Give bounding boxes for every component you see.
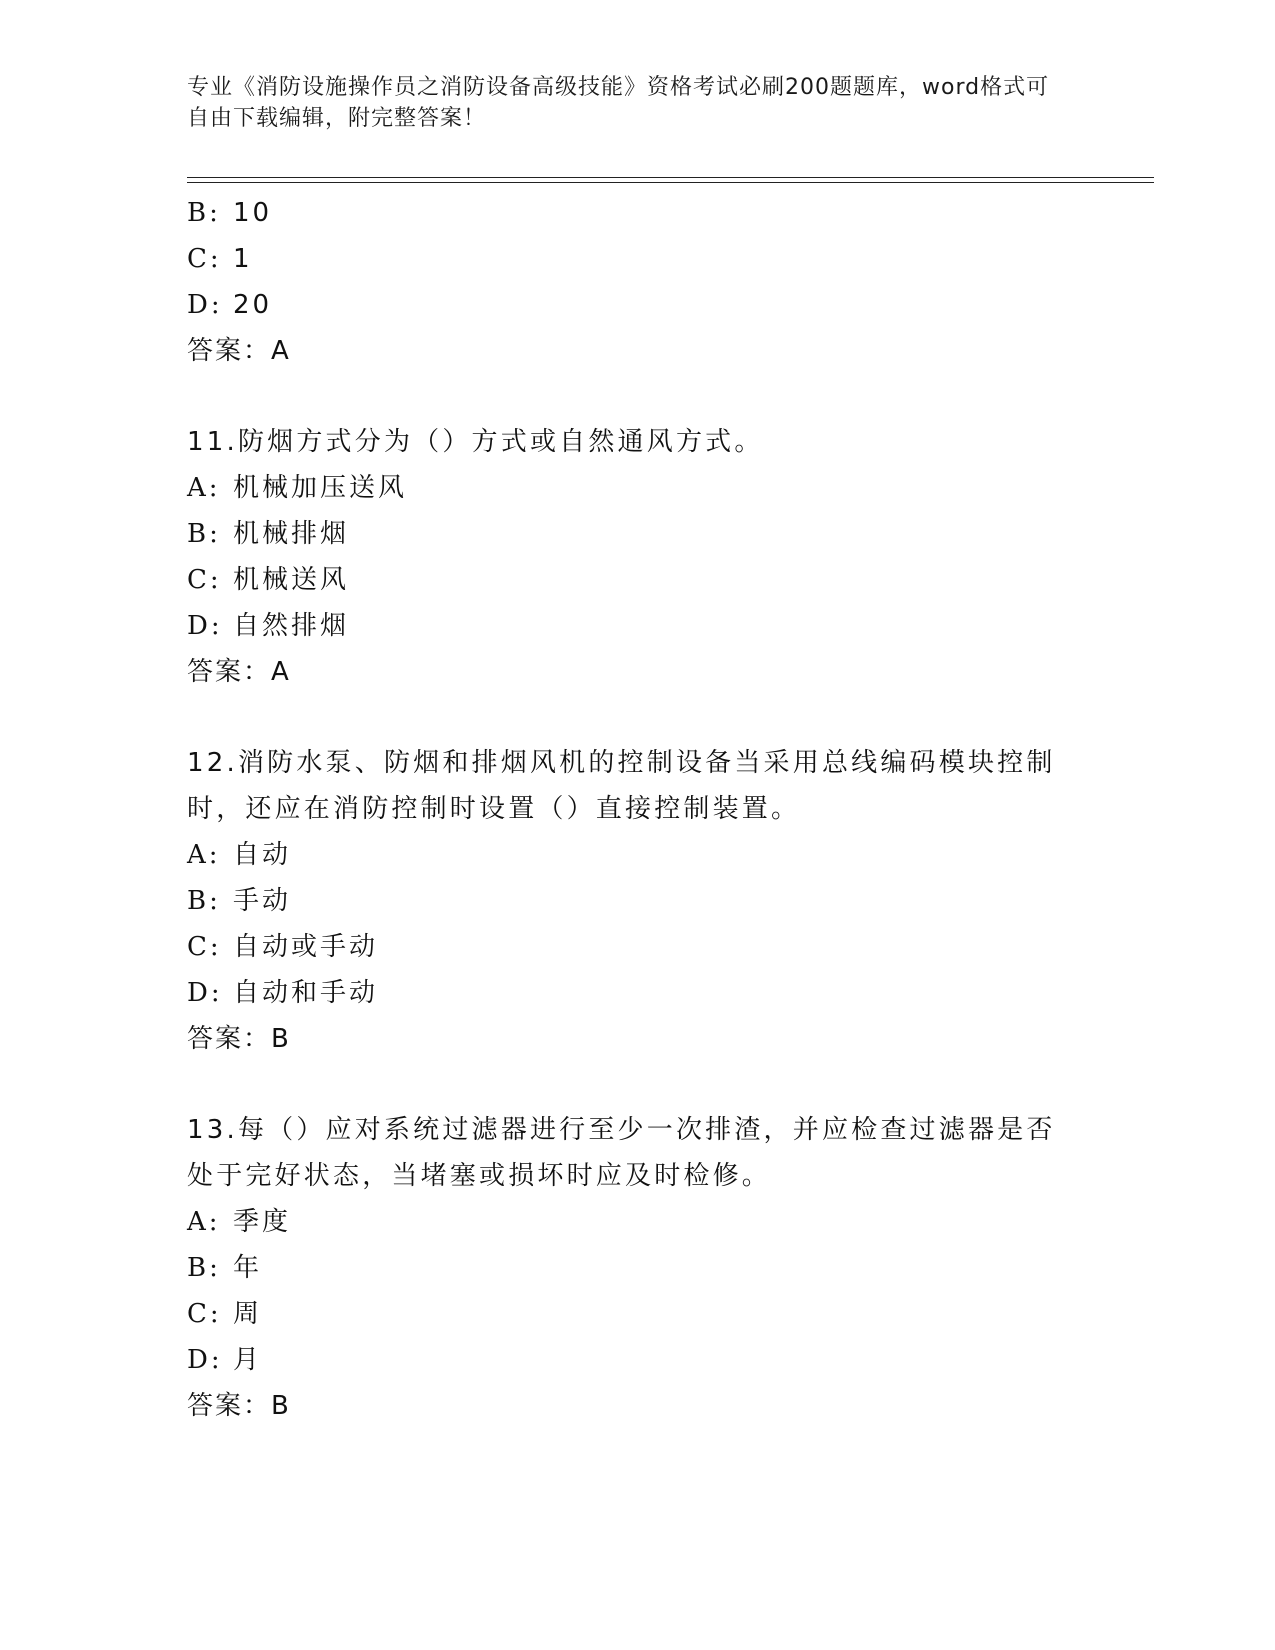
question-10 bbox=[187, 190, 1087, 374]
option-d: D: 自然排烟 bbox=[187, 611, 350, 641]
question-text: 12.消防水泵、防烟和排烟风机的控制设备当采用总线编码模块控制时，还应在消防控制时设置（）直接控制装置。 bbox=[187, 748, 1056, 824]
option-b: B: 机械排烟 bbox=[187, 519, 350, 549]
question-11 bbox=[187, 419, 1087, 695]
option-a: A: 机械加压送风 bbox=[187, 473, 408, 503]
question-12 bbox=[187, 740, 1087, 1062]
answer: 答案：B bbox=[187, 1391, 291, 1421]
option-c: C: 自动或手动 bbox=[187, 932, 379, 962]
header-divider bbox=[187, 177, 1154, 183]
option-b: B: 手动 bbox=[187, 886, 292, 916]
option-d: D: 自动和手动 bbox=[187, 978, 379, 1008]
option-a: A: 自动 bbox=[187, 840, 292, 870]
option-d: D: 20 bbox=[187, 290, 273, 320]
answer: 答案：B bbox=[187, 1024, 291, 1054]
option-c: C: 1 bbox=[187, 244, 253, 274]
question-text: 13.每（）应对系统过滤器进行至少一次排渣，并应检查过滤器是否处于完好状态，当堵塞或损坏时应及时检修。 bbox=[187, 1115, 1056, 1191]
option-c: C: 机械送风 bbox=[187, 565, 350, 595]
question-13 bbox=[187, 1107, 1087, 1429]
answer: 答案：A bbox=[187, 657, 291, 687]
question-text: 11.防烟方式分为（）方式或自然通风方式。 bbox=[187, 427, 764, 457]
option-b: B: 年 bbox=[187, 1253, 263, 1283]
document-header: 专业《消防设施操作员之消防设备高级技能》资格考试必刷200题题库，word格式可自由下载编辑，附完整答案！ bbox=[187, 75, 1050, 131]
answer: 答案：A bbox=[187, 336, 291, 366]
option-b: B: 10 bbox=[187, 198, 273, 228]
question-list bbox=[187, 190, 1087, 1429]
option-a: A: 季度 bbox=[187, 1207, 292, 1237]
option-c: C: 周 bbox=[187, 1299, 263, 1329]
option-d: D: 月 bbox=[187, 1345, 263, 1375]
